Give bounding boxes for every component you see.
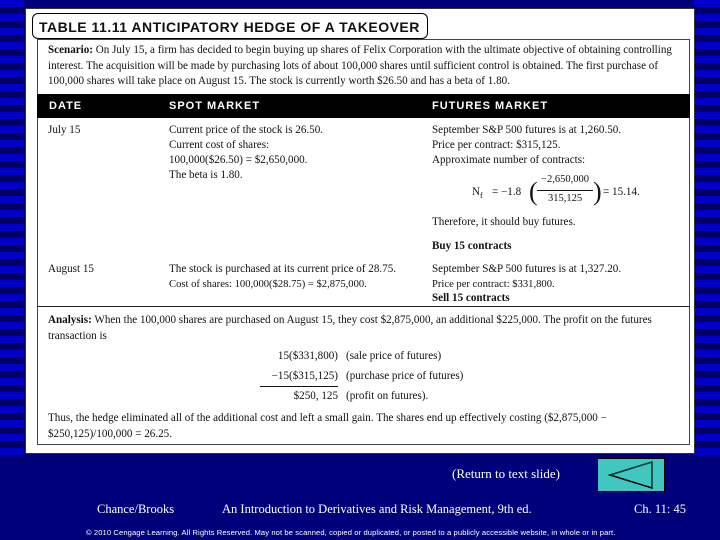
row1-action: Buy 15 contracts xyxy=(432,240,512,252)
back-button[interactable] xyxy=(597,458,665,492)
header-futures-market: FUTURES MARKET xyxy=(432,100,549,112)
table-title: TABLE 11.11 ANTICIPATORY HEDGE OF A TAKEOVER xyxy=(32,13,428,39)
row2-date: August 15 xyxy=(48,263,94,275)
formula-result: = 15.14. xyxy=(603,186,640,198)
return-to-text-link[interactable]: (Return to text slide) xyxy=(452,466,560,481)
formula-beta: = −1.8 xyxy=(492,186,522,198)
footer-slide-number: Ch. 11: 45 xyxy=(634,502,686,516)
row2-futures-line: September S&P 500 futures is at 1,327.20. xyxy=(432,263,622,275)
table-image xyxy=(25,8,695,454)
row1-spot-line: 100,000($26.50) = $2,650,000. xyxy=(169,154,308,166)
formula-fraction-bar xyxy=(537,190,593,191)
header-spot-market: SPOT MARKET xyxy=(169,100,261,112)
analysis-paragraph xyxy=(48,313,688,344)
calc-amount: 15($331,800) xyxy=(277,350,338,362)
row1-futures-line: Approximate number of contracts: xyxy=(432,154,586,166)
header-date: DATE xyxy=(49,100,83,112)
row2-spot-line: The stock is purchased at its current price of 28.75. xyxy=(169,263,397,275)
calc-sum-line xyxy=(260,386,338,387)
left-decorative-stripe xyxy=(0,0,24,455)
row1-date: July 15 xyxy=(48,124,81,136)
footer-author: Chance/Brooks xyxy=(97,502,175,516)
calc-amount: $250, 125 xyxy=(293,390,338,402)
formula-lhs: $N_f$ xyxy=(472,186,483,201)
scenario-text: On July 15, a firm has decided to begin buying up shares of Felix Corporation with the ultimate objective of obtaining controlling interest. The acquisition will be made by purchasing lots of about 100,000 shares until sufficient control is obtained. The first purchase of 100,000 shares will take place on August 15. The stock is currently worth $26.50 and has a beta of 1.80. xyxy=(48,44,672,87)
row1-futures-line: September S&P 500 futures is at 1,260.50. xyxy=(432,124,622,136)
footer-copyright: © 2010 Cengage Learning. All Rights Reserved. May not be scanned, copied or duplicated, or posted to a publicly accessible website, in whole or in part. xyxy=(86,528,616,537)
row1-spot-line: The beta is 1.80. xyxy=(169,169,243,181)
row2-spot-line: Cost of shares: 100,000($28.75) = $2,875,000. xyxy=(169,279,367,290)
formula-denominator: 315,125 xyxy=(547,193,583,204)
formula-open-paren: ( xyxy=(529,177,538,206)
conclusion-paragraph: Thus, the hedge eliminated all of the additional cost and left a small gain. The shares end up effectively costing ($2,875,000 − $250,125)/100,000 = 26.25. xyxy=(48,412,607,440)
formula-close-paren: ) xyxy=(593,177,602,206)
row2-action: Sell 15 contracts xyxy=(432,292,510,304)
right-decorative-stripe xyxy=(694,0,720,455)
calc-amount: −15($315,125) xyxy=(271,370,338,382)
row-divider xyxy=(37,306,690,307)
scenario-label: Scenario: xyxy=(48,44,93,56)
footer-book-title: An Introduction to Derivatives and Risk Management, 9th ed. xyxy=(222,502,532,516)
back-triangle-icon xyxy=(598,459,664,491)
formula-numerator: −2,650,000 xyxy=(541,174,589,185)
calc-note: (purchase price of futures) xyxy=(346,370,464,382)
row2-futures-line: Price per contract: $331,800. xyxy=(432,279,555,290)
row1-futures-line: Price per contract: $315,125. xyxy=(432,139,561,151)
analysis-text: When the 100,000 shares are purchased on August 15, they cost $2,875,000, an additional $225,000. The profit on the futures transaction is xyxy=(48,314,652,342)
table-header-row xyxy=(37,94,690,118)
row1-spot-line: Current price of the stock is 26.50. xyxy=(169,124,324,136)
calc-note: (sale price of futures) xyxy=(346,350,442,362)
row1-spot-line: Current cost of shares: xyxy=(169,139,270,151)
calc-note: (profit on futures). xyxy=(346,390,429,402)
analysis-label: Analysis: xyxy=(48,314,92,326)
row1-therefore: Therefore, it should buy futures. xyxy=(432,216,576,228)
scenario-paragraph xyxy=(48,43,688,90)
